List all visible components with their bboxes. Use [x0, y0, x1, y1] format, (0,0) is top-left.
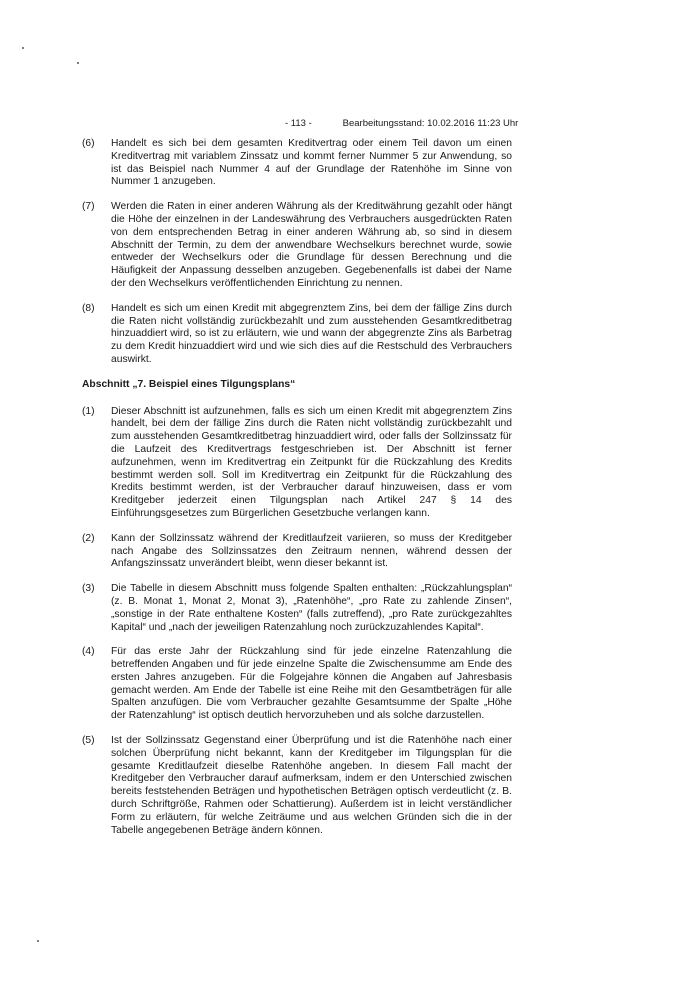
paragraph-text: Dieser Abschnitt ist aufzunehmen, falls es sich um einen Kredit mit abgegrenztem Zins handelt, bei dem der fällige Zins durch die Raten nicht vollständig zurückbezahlt und zum ausstehenden Gesamtkreditbetrag hinzuaddiert wird, oder falls der Sollzinssatz für die Laufzeit des Kreditvertrags festgeschrieben ist. Der Abschnitt ist ferner aufzunehmen, wenn im Kreditvertrag ein Zeitpunkt für die Rückzahlung des Kredits bestimmt werden soll. Soll im Kreditvertrag ein Zeitpunkt für die Rückzahlung des Kredits bestimmt werden, ist der Verbraucher darauf hinzuweisen, dass er vom Kreditgeber jederzeit einen Tilgungsplan nach Artikel 247 § 14 des Einführungsgesetzes zum Bürgerlichen Gesetzbuche verlangen kann. — [111, 405, 512, 519]
section-title: Abschnitt „7. Beispiel eines Tilgungsplans“ — [82, 378, 296, 390]
paragraph — [82, 583, 512, 634]
scan-speck — [37, 940, 39, 942]
paragraph-number: (4) — [82, 646, 95, 658]
document-body — [82, 138, 512, 849]
paragraph — [82, 533, 512, 571]
paragraph-number: (6) — [82, 138, 95, 149]
paragraph — [82, 406, 512, 521]
paragraph — [82, 646, 512, 723]
paragraph-text: Die Tabelle in diesem Abschnitt muss folgende Spalten enthalten: „Rückzahlungsplan“ (z. B. Monat 1, Monat 2, Monat 3), „Ratenhöhe“, „pro Rate zu zahlende Zinsen“, „sonstige in der Rate enthaltene Kosten“ (falls zutreffend), „pro Rate zurückgezahltes Kapital“ und „nach der jeweiligen Ratenzahlung noch zurückzuzahlendes Kapital“. — [111, 583, 512, 633]
paragraph — [82, 735, 512, 837]
paragraph-number: (2) — [82, 532, 95, 544]
paragraph-text: Ist der Sollzinssatz Gegenstand einer Überprüfung und ist die Ratenhöhe nach einer solchen Überprüfung nicht bekannt, kann der Kreditgeber im Tilgungsplan für die gesamte Kreditlaufzeit dieselbe Ratenhöhe angeben. In diesem Fall macht der Kreditgeber den Verbraucher darauf aufmerksam, indem er den Unterschied zwischen bereits feststehenden Beträgen und hypothetischen Beträgen optisch verdeutlicht (z. B. durch Schriftgröße, Rahmen oder Schattierung). Außerdem ist in leicht verständlicher Form zu erläutern, für welche Zeiträume und aus welchen Gründen sich die in der Tabelle angegebenen Beträge ändern können. — [111, 735, 512, 836]
paragraph-number: (5) — [82, 735, 95, 747]
paragraph-text: Werden die Raten in einer anderen Währung als der Kreditwährung gezahlt oder hängt die Höhe der einzelnen in der Landeswährung des Verbrauchers ausgedrückten Raten von dem entsprechenden Betrag in einer anderen Währung ab, so sind in diesem Abschnitt der Termin, zu dem der anwendbare Wechselkurs berechnet wurde, sowie entweder der Wechselkurs oder die Grundlage für dessen Berechnung und die Häufigkeit der Anpassung desselben anzugeben. Gegebenenfalls ist dabei der Name der den Wechselkurs veröffentlichenden Einrichtung zu nennen. — [111, 201, 512, 289]
paragraph — [82, 201, 512, 291]
paragraph-text: Für das erste Jahr der Rückzahlung sind für jede einzelne Ratenzahlung die betreffenden Angaben und für jede einzelne Spalte die Zwischensumme am Ende des ersten Jahres anzugeben. Für die Folgejahre können die Angaben auf Jahresbasis gemacht werden. Am Ende der Tabelle ist eine Reihe mit den Gesamtbeträgen für alle Spalten anzufügen. Die vom Verbraucher gezahlte Gesamtsumme der Spalte „Höhe der Ratenzahlung“ ist optisch deutlich hervorzuheben und als solche darzustellen. — [111, 646, 512, 722]
paragraph-number: (3) — [82, 583, 95, 595]
page-header — [285, 118, 519, 129]
paragraph — [82, 303, 512, 367]
edit-status: Bearbeitungsstand: 10.02.2016 11:23 Uhr — [342, 118, 519, 129]
paragraph-text: Kann der Sollzinssatz während der Kreditlaufzeit variieren, so muss der Kreditgeber nach Angabe des Sollzinssatzes den Zeitraum nennen, während dessen der Anfangszinssatz unverändert bleibt, wenn dieser bekannt ist. — [111, 532, 512, 570]
scan-speck — [77, 62, 79, 64]
page-number: - 113 - — [285, 118, 312, 129]
paragraph — [82, 138, 512, 189]
paragraph-text: Handelt es sich bei dem gesamten Kreditvertrag oder einem Teil davon um einen Kreditvertrag mit variablem Zinssatz und kommt ferner Nummer 5 zur Anwendung, so ist das Beispiel nach Nummer 4 auf der Grundlage der Ratenhöhe im Sinne von Nummer 1 anzugeben. — [111, 138, 512, 188]
scan-speck — [22, 47, 24, 49]
paragraph-number: (1) — [82, 405, 95, 417]
paragraph-number: (8) — [82, 302, 95, 314]
paragraph-number: (7) — [82, 201, 95, 213]
paragraph-text: Handelt es sich um einen Kredit mit abgegrenztem Zins, bei dem der fällige Zins durch die Raten nicht vollständig zurückbezahlt und zum ausstehenden Gesamtkreditbetrag hinzuaddiert wird, so ist zu erläutern, wie und wann der abgegrenzte Zins als Barbetrag zu dem Kredit hinzuaddiert wird und wie sich dies auf die Restschuld des Verbrauchers auswirkt. — [111, 302, 512, 365]
